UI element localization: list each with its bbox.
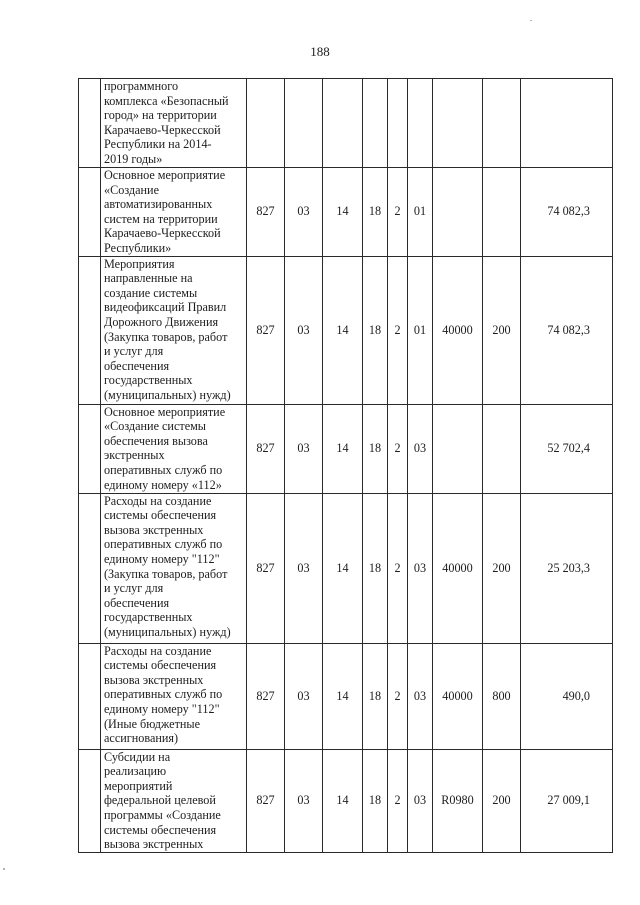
code-event-cell: 01	[408, 168, 433, 257]
code-program-cell: 18	[363, 168, 388, 257]
amount-cell: 490,0	[521, 643, 613, 749]
item-name-line: Республики»	[104, 240, 172, 255]
item-name-line: Расходы на создание	[104, 643, 212, 658]
item-name-line: Основное мероприятие	[104, 404, 226, 419]
code-direction-cell: R0980	[433, 749, 483, 852]
code-event-cell	[408, 79, 433, 168]
code-expense-type-cell	[483, 79, 521, 168]
code-event-cell: 03	[408, 749, 433, 852]
item-name-line: программы «Создание	[104, 807, 221, 822]
item-name-line: Субсидии на	[104, 749, 171, 764]
item-name-line: единому номеру "112"	[104, 701, 220, 716]
item-name-line: «Создание	[104, 182, 159, 197]
code-ministry-cell: 827	[247, 643, 285, 749]
item-name-line: государственных	[104, 610, 193, 625]
code-direction-cell: 40000	[433, 493, 483, 643]
code-ministry-cell: 827	[247, 256, 285, 404]
item-name-line: Расходы на создание	[104, 493, 212, 508]
code-section-cell: 03	[285, 256, 323, 404]
code-section-cell: 03	[285, 749, 323, 852]
code-subsection-cell: 14	[323, 256, 363, 404]
item-name-cell	[101, 493, 247, 643]
code-section-cell: 03	[285, 643, 323, 749]
code-event-cell: 03	[408, 643, 433, 749]
item-name-line: (муниципальных) нужд)	[104, 387, 231, 402]
code-subprogram-cell: 2	[388, 643, 408, 749]
code-subsection-cell: 14	[323, 168, 363, 257]
code-subprogram-cell: 2	[388, 749, 408, 852]
item-name-line: 2019 годы»	[104, 151, 163, 166]
code-subsection-cell: 14	[323, 493, 363, 643]
item-name-cell	[101, 168, 247, 257]
item-name-line: город» на территории	[104, 108, 217, 123]
item-name-line: направленные на	[104, 271, 193, 286]
item-name-line: системы обеспечения	[104, 508, 217, 523]
table-row	[79, 493, 613, 643]
item-name-line: оперативных служб по	[104, 687, 223, 702]
row-number-cell	[79, 79, 101, 168]
scan-speck	[530, 20, 532, 21]
code-direction-cell	[433, 404, 483, 493]
item-name-line: Основное мероприятие	[104, 168, 226, 182]
item-name-line: Республики на 2014-	[104, 137, 212, 152]
item-name-line: оперативных служб по	[104, 537, 223, 552]
item-name-line: (Закупка товаров, работ	[104, 329, 228, 344]
item-name-cell	[101, 404, 247, 493]
code-event-cell: 03	[408, 404, 433, 493]
code-program-cell	[363, 79, 388, 168]
code-direction-cell: 40000	[433, 643, 483, 749]
item-name-line: Дорожного Движения	[104, 314, 219, 329]
item-name-line: обеспечения вызова	[104, 433, 208, 448]
code-subsection-cell: 14	[323, 404, 363, 493]
item-name-line: и услуг для	[104, 581, 164, 596]
code-subsection-cell	[323, 79, 363, 168]
item-name-line: реализацию	[104, 764, 167, 779]
code-section-cell: 03	[285, 168, 323, 257]
code-subprogram-cell: 2	[388, 493, 408, 643]
item-name-cell	[101, 79, 247, 168]
code-expense-type-cell	[483, 168, 521, 257]
code-subprogram-cell: 2	[388, 404, 408, 493]
table-body	[79, 79, 613, 853]
code-subsection-cell: 14	[323, 643, 363, 749]
code-program-cell: 18	[363, 749, 388, 852]
code-subprogram-cell	[388, 79, 408, 168]
item-name-line: Карачаево-Черкесской	[104, 122, 221, 137]
code-subsection-cell: 14	[323, 749, 363, 852]
table-row	[79, 643, 613, 749]
code-direction-cell	[433, 79, 483, 168]
page-number: 188	[310, 44, 330, 59]
row-number-cell	[79, 168, 101, 257]
item-name-line: программного	[104, 79, 179, 93]
amount-cell: 52 702,4	[521, 404, 613, 493]
item-name-line: ассигнования)	[104, 731, 179, 746]
scan-speck	[3, 868, 5, 870]
code-program-cell: 18	[363, 404, 388, 493]
code-event-cell: 01	[408, 256, 433, 404]
code-subprogram-cell: 2	[388, 256, 408, 404]
item-name-line: мероприятий	[104, 778, 173, 793]
item-name-line: единому номеру "112"	[104, 551, 220, 566]
item-name-cell	[101, 256, 247, 404]
code-ministry-cell: 827	[247, 749, 285, 852]
code-expense-type-cell: 200	[483, 493, 521, 643]
code-section-cell	[285, 79, 323, 168]
amount-cell: 74 082,3	[521, 168, 613, 257]
item-name-line: экстренных	[104, 448, 165, 463]
code-ministry-cell: 827	[247, 168, 285, 257]
code-ministry-cell	[247, 79, 285, 168]
item-name-line: вызова экстренных	[104, 837, 204, 852]
item-name-line: вызова экстренных	[104, 522, 204, 537]
item-name-line: Мероприятия	[104, 256, 175, 271]
amount-cell: 27 009,1	[521, 749, 613, 852]
code-section-cell: 03	[285, 493, 323, 643]
code-ministry-cell: 827	[247, 404, 285, 493]
code-event-cell: 03	[408, 493, 433, 643]
amount-cell: 74 082,3	[521, 256, 613, 404]
row-number-cell	[79, 256, 101, 404]
item-name-line: комплекса «Безопасный	[104, 93, 229, 108]
row-number-cell	[79, 493, 101, 643]
item-name-line: федеральной целевой	[104, 793, 216, 808]
item-name-line: вызова экстренных	[104, 672, 204, 687]
code-direction-cell	[433, 168, 483, 257]
budget-table	[78, 78, 613, 853]
item-name-cell	[101, 643, 247, 749]
item-name-line: видеофиксаций Правил	[104, 300, 227, 315]
item-name-line: «Создание системы	[104, 419, 206, 434]
item-name-line: системы обеспечения	[104, 658, 217, 673]
item-name-line: (муниципальных) нужд)	[104, 624, 231, 639]
item-name-line: автоматизированных	[104, 197, 213, 212]
row-number-cell	[79, 404, 101, 493]
item-name-line: единому номеру «112»	[104, 477, 222, 492]
item-name-line: оперативных служб по	[104, 462, 223, 477]
table-row	[79, 168, 613, 257]
code-expense-type-cell	[483, 404, 521, 493]
item-name-line: Карачаево-Черкесской	[104, 226, 221, 241]
item-name-line: обеспечения	[104, 358, 170, 373]
item-name-line: и услуг для	[104, 344, 164, 359]
code-program-cell: 18	[363, 643, 388, 749]
item-name-line: (Иные бюджетные	[104, 716, 201, 731]
item-name-line: государственных	[104, 373, 193, 388]
code-ministry-cell: 827	[247, 493, 285, 643]
item-name-cell	[101, 749, 247, 852]
table-row	[79, 404, 613, 493]
code-program-cell: 18	[363, 256, 388, 404]
item-name-line: создание системы	[104, 285, 198, 300]
code-subprogram-cell: 2	[388, 168, 408, 257]
code-expense-type-cell: 200	[483, 256, 521, 404]
code-expense-type-cell: 200	[483, 749, 521, 852]
amount-cell: 25 203,3	[521, 493, 613, 643]
code-program-cell: 18	[363, 493, 388, 643]
item-name-line: систем на территории	[104, 211, 218, 226]
code-section-cell: 03	[285, 404, 323, 493]
table-row	[79, 256, 613, 404]
row-number-cell	[79, 643, 101, 749]
item-name-line: (Закупка товаров, работ	[104, 566, 228, 581]
item-name-line: обеспечения	[104, 595, 170, 610]
table-row	[79, 749, 613, 852]
code-expense-type-cell: 800	[483, 643, 521, 749]
table-row	[79, 79, 613, 168]
row-number-cell	[79, 749, 101, 852]
item-name-line: системы обеспечения	[104, 822, 217, 837]
amount-cell	[521, 79, 613, 168]
code-direction-cell: 40000	[433, 256, 483, 404]
